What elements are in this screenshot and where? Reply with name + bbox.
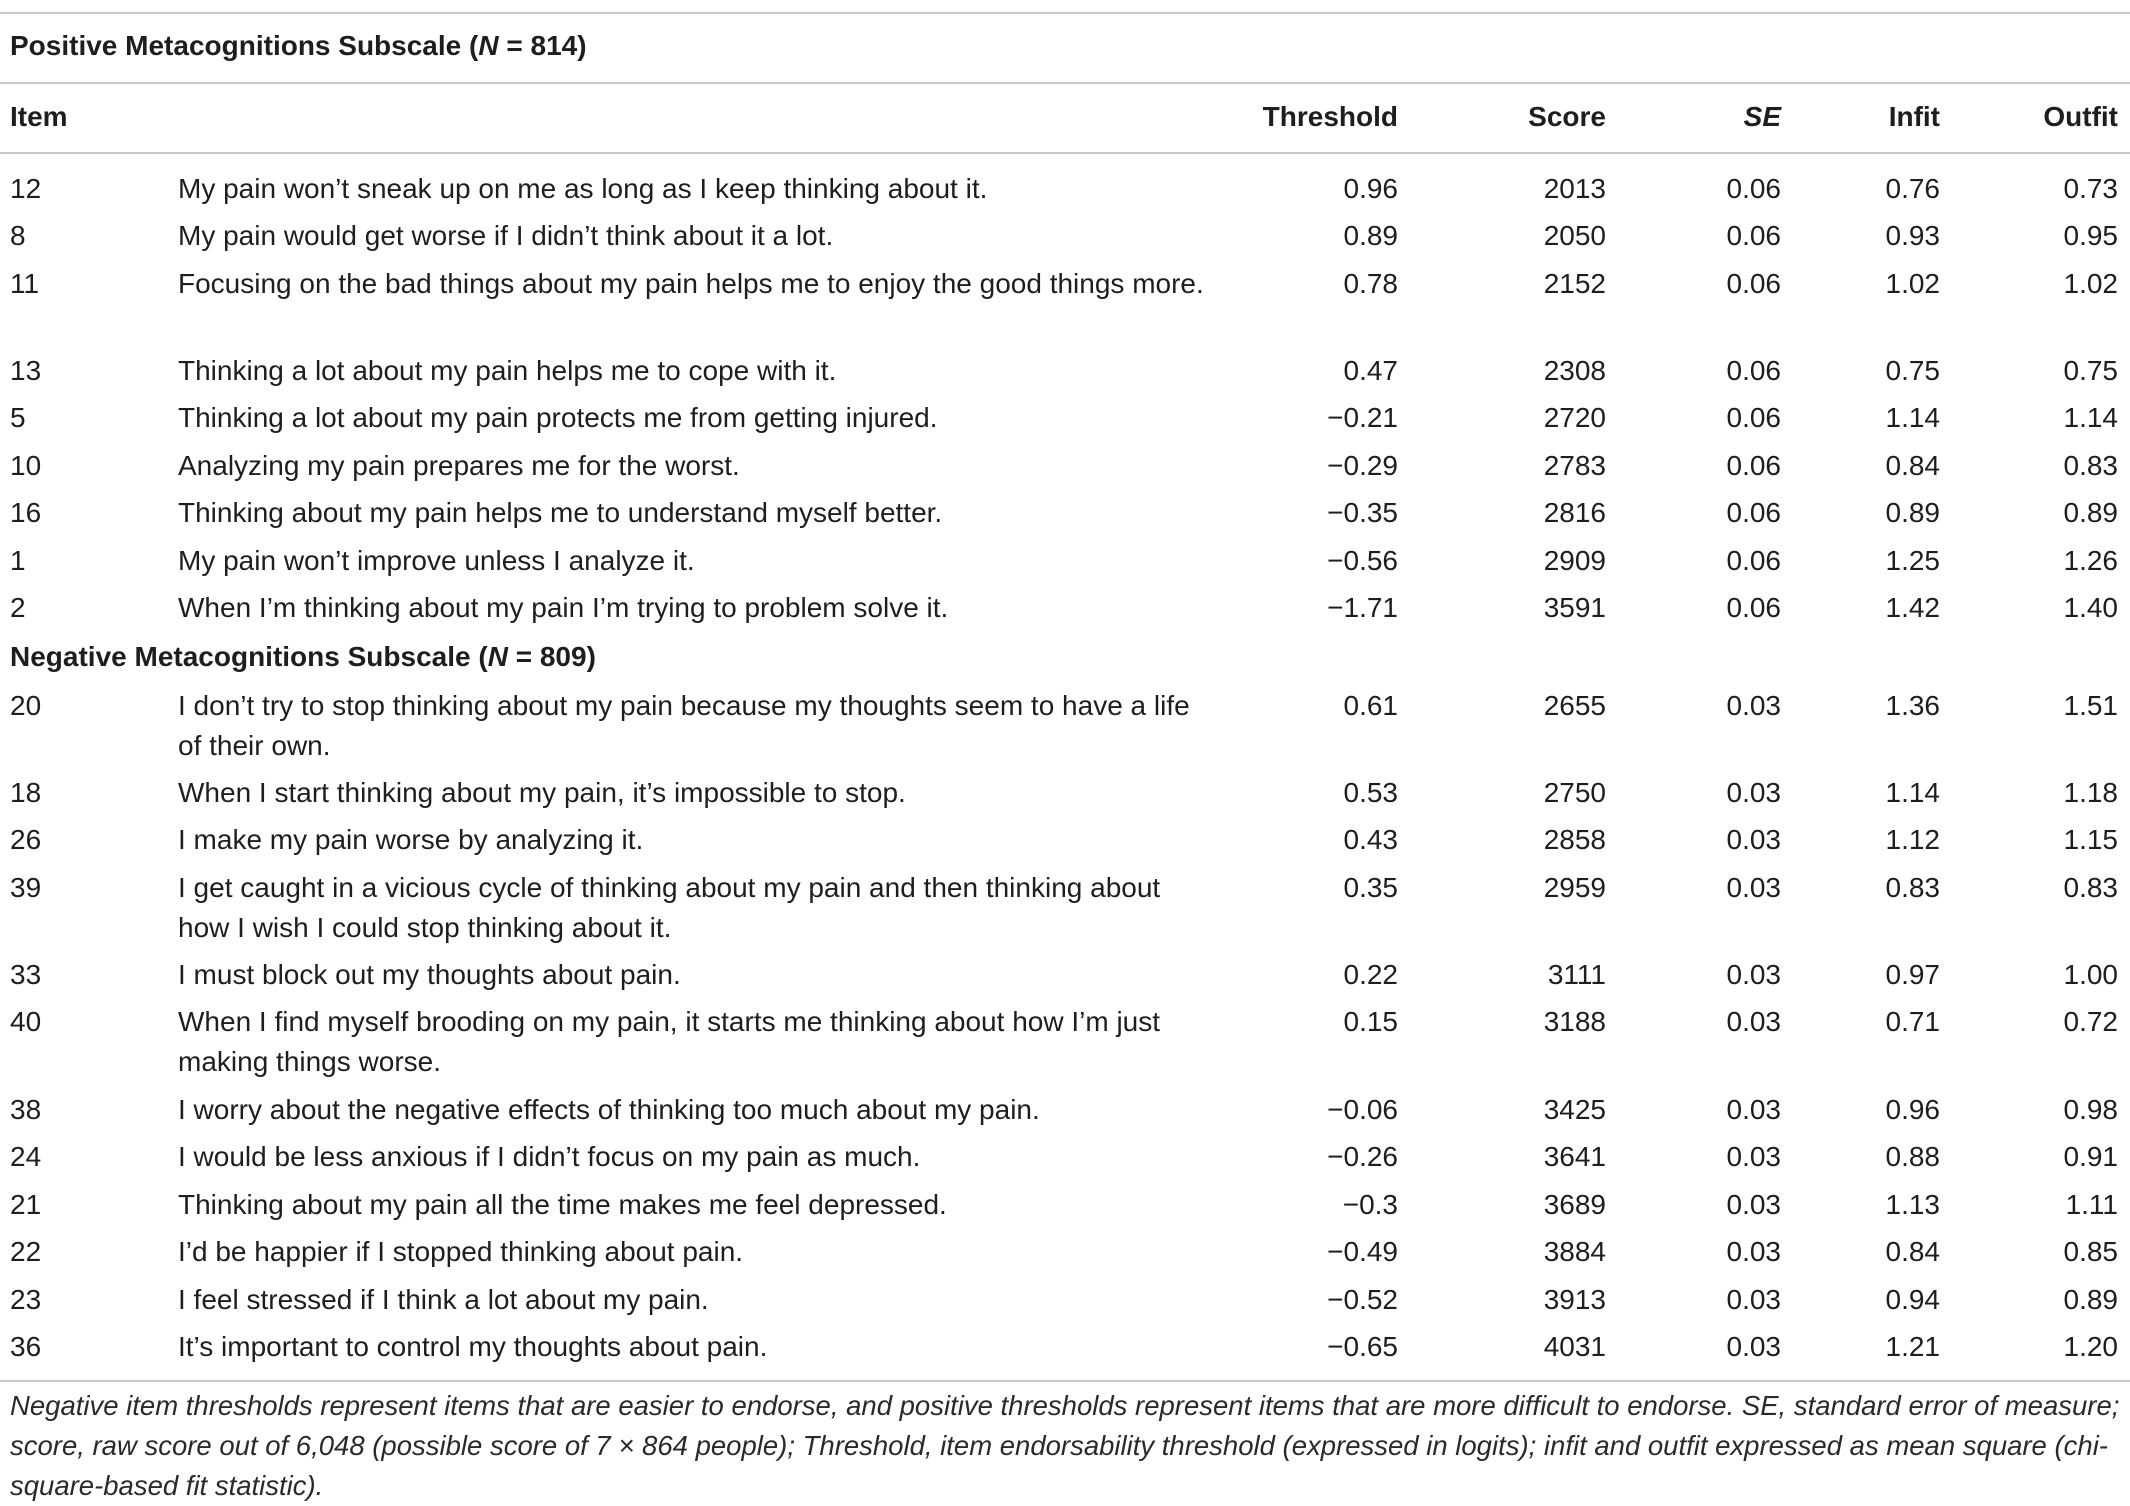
- item-number: 38: [10, 1094, 42, 1125]
- threshold-value: 0.15: [1343, 1006, 1398, 1037]
- item-number: 1: [10, 545, 26, 576]
- item-number: 13: [10, 355, 42, 386]
- infit-value: 0.97: [1885, 959, 1940, 990]
- header-outfit: Outfit: [2043, 101, 2118, 132]
- item-number: 33: [10, 959, 42, 990]
- infit-value: 1.21: [1885, 1331, 1940, 1362]
- infit-value: 1.02: [1885, 268, 1940, 299]
- score-value: 2655: [1543, 690, 1606, 721]
- item-text: I worry about the negative effects of thinking too much about my pain.: [178, 1094, 1040, 1125]
- score-value: 3188: [1543, 1006, 1606, 1037]
- header-se: SE: [1743, 101, 1781, 132]
- se-value: 0.03: [1726, 824, 1781, 855]
- se-value: 0.03: [1726, 1094, 1781, 1125]
- se-value: 0.06: [1726, 220, 1781, 251]
- se-value: 0.03: [1726, 1189, 1781, 1220]
- threshold-value: 0.78: [1343, 268, 1398, 299]
- se-value: 0.06: [1726, 268, 1781, 299]
- infit-value: 0.84: [1885, 450, 1940, 481]
- se-value: 0.06: [1726, 173, 1781, 204]
- score-value: 3913: [1543, 1284, 1606, 1315]
- section-rule: [0, 82, 2130, 84]
- item-text: My pain would get worse if I didn’t think about it a lot.: [178, 220, 834, 251]
- outfit-value: 0.85: [2063, 1236, 2118, 1267]
- item-text: Thinking a lot about my pain helps me to cope with it.: [178, 355, 837, 386]
- item-number: 24: [10, 1141, 42, 1172]
- se-value: 0.03: [1726, 872, 1781, 903]
- bottom-rule: [0, 1380, 2130, 1382]
- header-rule: [0, 152, 2130, 154]
- threshold-value: −0.3: [1342, 1189, 1398, 1220]
- threshold-value: −1.71: [1327, 592, 1398, 623]
- item-number: 8: [10, 220, 26, 251]
- infit-value: 1.14: [1885, 402, 1940, 433]
- threshold-value: −0.49: [1327, 1236, 1398, 1267]
- item-text: I feel stressed if I think a lot about my pain.: [178, 1284, 709, 1315]
- score-value: 2720: [1543, 402, 1606, 433]
- outfit-value: 1.14: [2063, 402, 2118, 433]
- item-text: It’s important to control my thoughts about pain.: [178, 1331, 768, 1362]
- item-text: Thinking about my pain helps me to understand myself better.: [178, 497, 943, 528]
- item-text: Analyzing my pain prepares me for the worst.: [178, 450, 740, 481]
- outfit-value: 1.11: [2065, 1189, 2118, 1220]
- header-threshold: Threshold: [1262, 101, 1398, 132]
- outfit-value: 1.02: [2063, 268, 2118, 299]
- item-text: Focusing on the bad things about my pain helps me to enjoy the good things more.: [178, 268, 1204, 299]
- score-value: 4031: [1543, 1331, 1606, 1362]
- item-number: 26: [10, 824, 42, 855]
- header-infit: Infit: [1888, 101, 1940, 132]
- outfit-value: 1.26: [2063, 545, 2118, 576]
- infit-value: 1.36: [1885, 690, 1940, 721]
- outfit-value: 0.98: [2063, 1094, 2118, 1125]
- outfit-value: 1.20: [2063, 1331, 2118, 1362]
- threshold-value: 0.53: [1343, 777, 1398, 808]
- score-value: 2308: [1543, 355, 1606, 386]
- outfit-value: 0.75: [2063, 355, 2118, 386]
- item-text: When I find myself brooding on my pain, it starts me thinking about how I’m just making things worse.: [178, 1006, 1161, 1077]
- threshold-value: −0.26: [1327, 1141, 1398, 1172]
- se-value: 0.03: [1726, 777, 1781, 808]
- infit-value: 0.76: [1885, 173, 1940, 204]
- se-value: 0.03: [1726, 1331, 1781, 1362]
- score-value: 2816: [1543, 497, 1606, 528]
- outfit-value: 1.00: [2063, 959, 2118, 990]
- se-value: 0.03: [1726, 1284, 1781, 1315]
- score-value: 3689: [1543, 1189, 1606, 1220]
- item-number: 11: [10, 268, 40, 299]
- header-item: Item: [10, 101, 68, 132]
- threshold-value: 0.47: [1343, 355, 1398, 386]
- score-value: 2783: [1543, 450, 1606, 481]
- infit-value: 0.75: [1885, 355, 1940, 386]
- outfit-value: 0.91: [2063, 1141, 2118, 1172]
- item-number: 21: [10, 1189, 42, 1220]
- negative-section-title: Negative Metacognitions Subscale (N = 809): [10, 641, 596, 672]
- item-text: I must block out my thoughts about pain.: [178, 959, 681, 990]
- threshold-value: −0.52: [1327, 1284, 1398, 1315]
- se-value: 0.06: [1726, 450, 1781, 481]
- item-text: When I’m thinking about my pain I’m trying to problem solve it.: [178, 592, 949, 623]
- table-footnote: Negative item thresholds represent items that are easier to endorse, and positive thresholds represent items that are more difficult to endorse. SE, standard error of measure; score, raw score out of 6,048 (possible score of 7 × 864 people); Threshold, item endorsability threshold (expressed in logits); infit and outfit expressed as mean square (chi-square-based fit statistic).: [10, 1390, 2120, 1501]
- item-number: 40: [10, 1006, 42, 1037]
- infit-value: 0.93: [1885, 220, 1940, 251]
- item-text: I get caught in a vicious cycle of thinking about my pain and then thinking about how I wish I could stop thinking about it.: [178, 872, 1161, 943]
- item-number: 22: [10, 1236, 42, 1267]
- item-text: Thinking about my pain all the time makes me feel depressed.: [178, 1189, 947, 1220]
- score-value: 2050: [1543, 220, 1606, 251]
- infit-value: 1.13: [1885, 1189, 1940, 1220]
- threshold-value: 0.22: [1343, 959, 1398, 990]
- score-value: 3111: [1547, 959, 1606, 990]
- score-value: 3591: [1543, 592, 1606, 623]
- infit-value: 0.71: [1885, 1006, 1940, 1037]
- infit-value: 0.96: [1885, 1094, 1940, 1125]
- infit-value: 1.12: [1885, 824, 1940, 855]
- outfit-value: 1.18: [2063, 777, 2118, 808]
- item-number: 10: [10, 450, 42, 481]
- score-value: 2909: [1543, 545, 1606, 576]
- se-value: 0.03: [1726, 1236, 1781, 1267]
- score-value: 2152: [1543, 268, 1606, 299]
- threshold-value: −0.65: [1327, 1331, 1398, 1362]
- se-value: 0.06: [1726, 592, 1781, 623]
- item-text: When I start thinking about my pain, it’s impossible to stop.: [178, 777, 906, 808]
- item-number: 18: [10, 777, 42, 808]
- threshold-value: 0.96: [1343, 173, 1398, 204]
- infit-value: 1.42: [1885, 592, 1940, 623]
- infit-value: 0.94: [1885, 1284, 1940, 1315]
- threshold-value: 0.35: [1343, 872, 1398, 903]
- threshold-value: −0.35: [1327, 497, 1398, 528]
- infit-value: 1.14: [1885, 777, 1940, 808]
- outfit-value: 0.73: [2063, 173, 2118, 204]
- threshold-value: −0.29: [1327, 450, 1398, 481]
- item-text: My pain won’t improve unless I analyze it.: [178, 545, 695, 576]
- se-value: 0.06: [1726, 355, 1781, 386]
- score-value: 3641: [1543, 1141, 1606, 1172]
- item-number: 16: [10, 497, 42, 528]
- score-value: 2858: [1543, 824, 1606, 855]
- score-value: 2013: [1543, 173, 1606, 204]
- item-number: 36: [10, 1331, 42, 1362]
- threshold-value: −0.21: [1327, 402, 1398, 433]
- item-text: I would be less anxious if I didn’t focus on my pain as much.: [178, 1141, 921, 1172]
- score-value: 3425: [1543, 1094, 1606, 1125]
- se-value: 0.03: [1726, 690, 1781, 721]
- se-value: 0.03: [1726, 1006, 1781, 1037]
- score-value: 3884: [1543, 1236, 1606, 1267]
- outfit-value: 0.83: [2063, 872, 2118, 903]
- se-value: 0.03: [1726, 959, 1781, 990]
- threshold-value: 0.43: [1343, 824, 1398, 855]
- item-text: My pain won’t sneak up on me as long as I keep thinking about it.: [178, 173, 988, 204]
- se-value: 0.03: [1726, 1141, 1781, 1172]
- threshold-value: −0.06: [1327, 1094, 1398, 1125]
- item-number: 12: [10, 173, 42, 204]
- item-text: I’d be happier if I stopped thinking about pain.: [178, 1236, 744, 1267]
- outfit-value: 0.89: [2063, 497, 2118, 528]
- outfit-value: 0.89: [2063, 1284, 2118, 1315]
- outfit-value: 1.15: [2063, 824, 2118, 855]
- threshold-value: −0.56: [1327, 545, 1398, 576]
- score-value: 2750: [1543, 777, 1606, 808]
- item-number: 23: [10, 1284, 42, 1315]
- infit-value: 0.83: [1885, 872, 1940, 903]
- item-text: I don’t try to stop thinking about my pain because my thoughts seem to have a life of their own.: [178, 690, 1190, 761]
- item-number: 2: [10, 592, 26, 623]
- item-number: 20: [10, 690, 42, 721]
- top-rule: [0, 12, 2130, 14]
- header-score: Score: [1528, 101, 1606, 132]
- outfit-value: 1.51: [2063, 690, 2118, 721]
- se-value: 0.06: [1726, 402, 1781, 433]
- infit-value: 0.88: [1885, 1141, 1940, 1172]
- score-value: 2959: [1543, 872, 1606, 903]
- item-number: 39: [10, 872, 42, 903]
- positive-section-title: Positive Metacognitions Subscale (N = 814): [10, 30, 587, 61]
- outfit-value: 0.72: [2063, 1006, 2118, 1037]
- outfit-value: 0.95: [2063, 220, 2118, 251]
- infit-value: 0.84: [1885, 1236, 1940, 1267]
- item-text: Thinking a lot about my pain protects me from getting injured.: [178, 402, 938, 433]
- se-value: 0.06: [1726, 545, 1781, 576]
- threshold-value: 0.61: [1343, 690, 1398, 721]
- item-number: 5: [10, 402, 26, 433]
- infit-value: 0.89: [1885, 497, 1940, 528]
- infit-value: 1.25: [1885, 545, 1940, 576]
- outfit-value: 0.83: [2063, 450, 2118, 481]
- outfit-value: 1.40: [2063, 592, 2118, 623]
- se-value: 0.06: [1726, 497, 1781, 528]
- threshold-value: 0.89: [1343, 220, 1398, 251]
- item-text: I make my pain worse by analyzing it.: [178, 824, 644, 855]
